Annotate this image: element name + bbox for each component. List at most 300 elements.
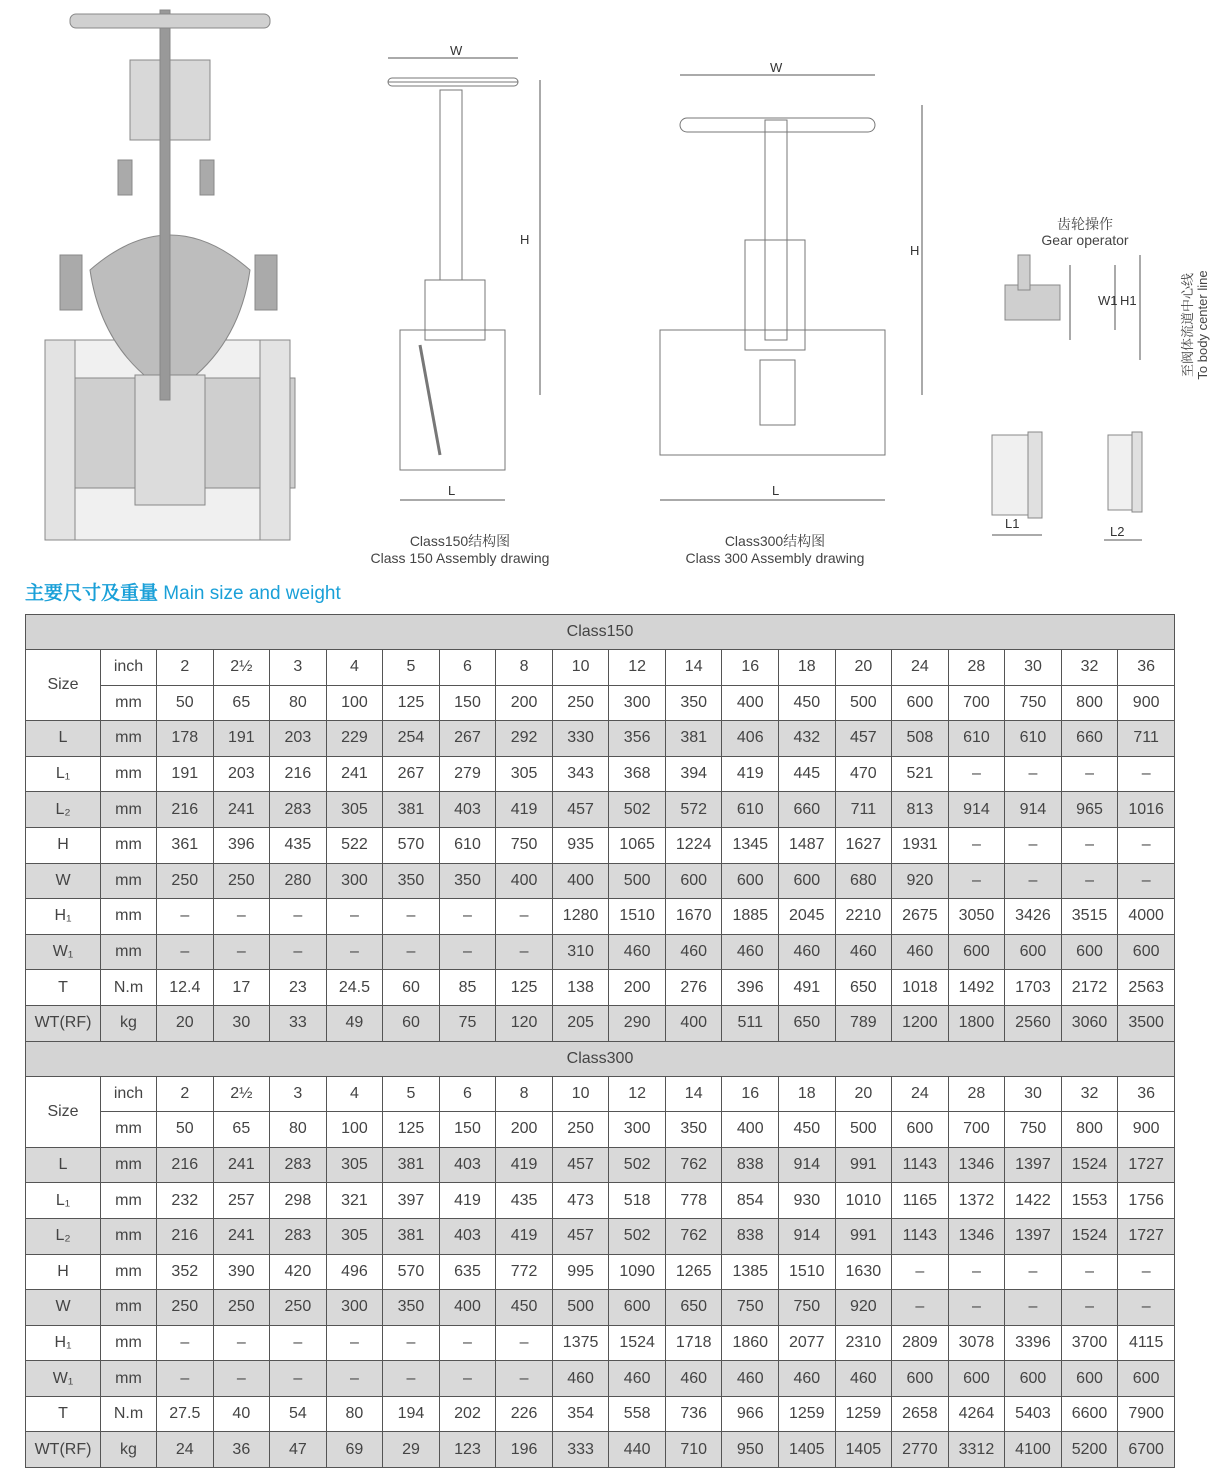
table-cell: 400 bbox=[552, 863, 609, 899]
table-cell: 750 bbox=[779, 1290, 836, 1326]
table-cell: 396 bbox=[213, 827, 270, 863]
table-cell: 123 bbox=[439, 1432, 496, 1468]
table-cell: – bbox=[1061, 863, 1118, 899]
table-cell: 711 bbox=[1118, 721, 1175, 757]
table-cell: 403 bbox=[439, 1218, 496, 1254]
table-row bbox=[26, 899, 1175, 935]
table-cell: 333 bbox=[552, 1432, 609, 1468]
table-cell: 368 bbox=[609, 756, 666, 792]
table-cell: 3 bbox=[270, 650, 327, 686]
unit-cell: kg bbox=[101, 1432, 157, 1468]
table-cell: – bbox=[948, 1290, 1005, 1326]
table-cell: 3 bbox=[270, 1076, 327, 1112]
table-cell: 800 bbox=[1061, 685, 1118, 721]
table-cell: 150 bbox=[439, 685, 496, 721]
table-cell: 700 bbox=[948, 685, 1005, 721]
table-cell: 650 bbox=[665, 1290, 722, 1326]
table-cell: 226 bbox=[496, 1396, 553, 1432]
table-cell: 432 bbox=[779, 721, 836, 757]
dim-label-l2: L2 bbox=[1110, 524, 1125, 539]
table-cell: 283 bbox=[270, 1218, 327, 1254]
table-cell: 1224 bbox=[665, 827, 722, 863]
cutaway-valve-drawing bbox=[45, 10, 295, 540]
table-cell: 125 bbox=[383, 685, 440, 721]
table-cell: 1487 bbox=[779, 827, 836, 863]
table-cell: 460 bbox=[665, 1361, 722, 1397]
row-label: L₂ bbox=[26, 1218, 101, 1254]
table-cell: – bbox=[326, 1361, 383, 1397]
table-cell: 2045 bbox=[779, 899, 836, 935]
table-cell: 241 bbox=[213, 1147, 270, 1183]
table-cell: 10 bbox=[552, 650, 609, 686]
table-cell: 5200 bbox=[1061, 1432, 1118, 1468]
table-cell: 500 bbox=[835, 1112, 892, 1148]
table-cell: 450 bbox=[779, 1112, 836, 1148]
table-cell: 900 bbox=[1118, 1112, 1175, 1148]
table-cell: 460 bbox=[892, 934, 949, 970]
table-cell: 1016 bbox=[1118, 792, 1175, 828]
table-cell: 2 bbox=[157, 650, 214, 686]
table-cell: 202 bbox=[439, 1396, 496, 1432]
class300-caption-cn: Class300结构图 bbox=[724, 533, 826, 549]
table-cell: 100 bbox=[326, 685, 383, 721]
table-cell: 419 bbox=[722, 756, 779, 792]
table-cell: 3060 bbox=[1061, 1005, 1118, 1041]
class150-drawing bbox=[388, 58, 540, 500]
table-row bbox=[26, 1290, 1175, 1326]
unit-cell: mm bbox=[101, 1147, 157, 1183]
unit-cell: mm bbox=[101, 1361, 157, 1397]
table-cell: 440 bbox=[609, 1432, 666, 1468]
table-cell: 150 bbox=[439, 1112, 496, 1148]
table-row bbox=[26, 1396, 1175, 1432]
table-row bbox=[26, 1183, 1175, 1219]
table-cell: 1010 bbox=[835, 1183, 892, 1219]
table-cell: 1553 bbox=[1061, 1183, 1118, 1219]
table-cell: 558 bbox=[609, 1396, 666, 1432]
table-cell: 600 bbox=[609, 1290, 666, 1326]
table-cell: – bbox=[1005, 827, 1062, 863]
unit-cell: mm bbox=[101, 827, 157, 863]
table-cell: 750 bbox=[1005, 685, 1062, 721]
table-cell: – bbox=[1118, 1290, 1175, 1326]
table-cell: 460 bbox=[779, 1361, 836, 1397]
table-cell: 85 bbox=[439, 970, 496, 1006]
class150-caption bbox=[340, 533, 580, 567]
table-cell: 1385 bbox=[722, 1254, 779, 1290]
table-cell: 1372 bbox=[948, 1183, 1005, 1219]
table-cell: 250 bbox=[213, 1290, 270, 1326]
table-cell: 800 bbox=[1061, 1112, 1118, 1148]
table-cell: 1405 bbox=[779, 1432, 836, 1468]
table-cell: 600 bbox=[1118, 934, 1175, 970]
table-cell: 36 bbox=[1118, 1076, 1175, 1112]
table-row bbox=[26, 756, 1175, 792]
unit-cell: mm bbox=[101, 1112, 157, 1148]
table-cell: 1143 bbox=[892, 1218, 949, 1254]
unit-cell: mm bbox=[101, 1183, 157, 1219]
table-cell: 521 bbox=[892, 756, 949, 792]
table-cell: 813 bbox=[892, 792, 949, 828]
table-row bbox=[26, 1218, 1175, 1254]
table-cell: 80 bbox=[326, 1396, 383, 1432]
table-cell: – bbox=[157, 1361, 214, 1397]
table-cell: 450 bbox=[779, 685, 836, 721]
row-label: WT(RF) bbox=[26, 1432, 101, 1468]
unit-cell: mm bbox=[101, 685, 157, 721]
table-cell: 914 bbox=[1005, 792, 1062, 828]
table-cell: – bbox=[383, 899, 440, 935]
table-cell: 216 bbox=[157, 792, 214, 828]
table-cell: 914 bbox=[779, 1147, 836, 1183]
table-cell: 1510 bbox=[779, 1254, 836, 1290]
table-cell: 511 bbox=[722, 1005, 779, 1041]
unit-cell: mm bbox=[101, 1290, 157, 1326]
table-cell: – bbox=[326, 934, 383, 970]
table-cell: 267 bbox=[383, 756, 440, 792]
table-cell: 33 bbox=[270, 1005, 327, 1041]
table-cell: 5403 bbox=[1005, 1396, 1062, 1432]
table-cell: 23 bbox=[270, 970, 327, 1006]
table-cell: 196 bbox=[496, 1432, 553, 1468]
dim-label-l-300: L bbox=[772, 483, 780, 498]
table-cell: 2809 bbox=[892, 1325, 949, 1361]
table-cell: 300 bbox=[326, 1290, 383, 1326]
table-cell: 403 bbox=[439, 792, 496, 828]
table-cell: 80 bbox=[270, 685, 327, 721]
table-cell: 20 bbox=[835, 1076, 892, 1112]
table-cell: 3078 bbox=[948, 1325, 1005, 1361]
table-cell: – bbox=[270, 1361, 327, 1397]
table-cell: – bbox=[1118, 1254, 1175, 1290]
table-cell: 32 bbox=[1061, 1076, 1118, 1112]
table-cell: 350 bbox=[665, 1112, 722, 1148]
table-cell: 419 bbox=[496, 1218, 553, 1254]
table-cell: 138 bbox=[552, 970, 609, 1006]
class150-inch-row bbox=[26, 650, 1175, 686]
table-cell: – bbox=[496, 1325, 553, 1361]
table-cell: 445 bbox=[779, 756, 836, 792]
table-cell: 267 bbox=[439, 721, 496, 757]
table-cell: 1397 bbox=[1005, 1147, 1062, 1183]
row-label: L₁ bbox=[26, 1183, 101, 1219]
row-label: WT(RF) bbox=[26, 1005, 101, 1041]
table-cell: 660 bbox=[779, 792, 836, 828]
table-cell: 778 bbox=[665, 1183, 722, 1219]
table-cell: 491 bbox=[779, 970, 836, 1006]
row-label: T bbox=[26, 970, 101, 1006]
table-cell: – bbox=[892, 1254, 949, 1290]
table-cell: 966 bbox=[722, 1396, 779, 1432]
table-cell: 900 bbox=[1118, 685, 1175, 721]
heading-en: Main size and weight bbox=[163, 583, 341, 604]
table-row bbox=[26, 1325, 1175, 1361]
table-cell: 920 bbox=[892, 863, 949, 899]
table-cell: 991 bbox=[835, 1218, 892, 1254]
unit-cell: mm bbox=[101, 756, 157, 792]
table-row bbox=[26, 1361, 1175, 1397]
table-cell: 394 bbox=[665, 756, 722, 792]
table-cell: 400 bbox=[496, 863, 553, 899]
table-cell: 125 bbox=[496, 970, 553, 1006]
table-cell: 24 bbox=[892, 650, 949, 686]
table-cell: 17 bbox=[213, 970, 270, 1006]
table-cell: 1931 bbox=[892, 827, 949, 863]
table-cell: 257 bbox=[213, 1183, 270, 1219]
unit-cell: mm bbox=[101, 1218, 157, 1254]
table-cell: 191 bbox=[157, 756, 214, 792]
table-cell: 381 bbox=[665, 721, 722, 757]
unit-cell: mm bbox=[101, 792, 157, 828]
valve-drawings-svg bbox=[0, 0, 1200, 575]
table-cell: 36 bbox=[1118, 650, 1175, 686]
table-cell: 570 bbox=[383, 827, 440, 863]
table-cell: 935 bbox=[552, 827, 609, 863]
table-cell: 305 bbox=[326, 1218, 383, 1254]
gear-operator-caption bbox=[1010, 216, 1160, 248]
table-cell: 838 bbox=[722, 1218, 779, 1254]
table-cell: 1524 bbox=[1061, 1218, 1118, 1254]
table-cell: – bbox=[1061, 1254, 1118, 1290]
table-cell: 120 bbox=[496, 1005, 553, 1041]
table-cell: 3050 bbox=[948, 899, 1005, 935]
table-cell: 570 bbox=[383, 1254, 440, 1290]
table-cell: 457 bbox=[552, 792, 609, 828]
table-cell: 2770 bbox=[892, 1432, 949, 1468]
table-cell: 30 bbox=[1005, 650, 1062, 686]
dim-label-l1: L1 bbox=[1005, 516, 1020, 531]
table-cell: 80 bbox=[270, 1112, 327, 1148]
table-cell: 995 bbox=[552, 1254, 609, 1290]
table-row bbox=[26, 827, 1175, 863]
class300-caption bbox=[655, 533, 895, 567]
table-cell: 200 bbox=[496, 685, 553, 721]
table-cell: 610 bbox=[948, 721, 1005, 757]
row-label: W bbox=[26, 863, 101, 899]
table-cell: 406 bbox=[722, 721, 779, 757]
table-cell: 300 bbox=[326, 863, 383, 899]
table-cell: – bbox=[270, 934, 327, 970]
table-cell: – bbox=[948, 827, 1005, 863]
table-cell: 600 bbox=[1005, 1361, 1062, 1397]
table-cell: – bbox=[439, 899, 496, 935]
table-cell: – bbox=[383, 934, 440, 970]
table-cell: 69 bbox=[326, 1432, 383, 1468]
table-cell: 600 bbox=[1118, 1361, 1175, 1397]
table-row bbox=[26, 1005, 1175, 1041]
table-cell: 229 bbox=[326, 721, 383, 757]
table-cell: 29 bbox=[383, 1432, 440, 1468]
class300-header-row bbox=[26, 1041, 1175, 1076]
table-cell: – bbox=[157, 1325, 214, 1361]
table-cell: 600 bbox=[892, 685, 949, 721]
row-label: H₁ bbox=[26, 899, 101, 935]
table-cell: 65 bbox=[213, 1112, 270, 1148]
table-row bbox=[26, 1432, 1175, 1468]
table-cell: 3396 bbox=[1005, 1325, 1062, 1361]
table-cell: 1265 bbox=[665, 1254, 722, 1290]
table-cell: 12 bbox=[609, 650, 666, 686]
table-cell: 40 bbox=[213, 1396, 270, 1432]
table-cell: 356 bbox=[609, 721, 666, 757]
table-cell: 1492 bbox=[948, 970, 1005, 1006]
table-cell: 381 bbox=[383, 1147, 440, 1183]
size-label: Size bbox=[26, 1076, 101, 1147]
table-cell: 1018 bbox=[892, 970, 949, 1006]
table-cell: 460 bbox=[722, 1361, 779, 1397]
dim-label-l-150: L bbox=[448, 483, 456, 498]
table-cell: 305 bbox=[496, 756, 553, 792]
table-cell: 305 bbox=[326, 792, 383, 828]
table-cell: 178 bbox=[157, 721, 214, 757]
table-cell: 457 bbox=[552, 1147, 609, 1183]
body-center-caption bbox=[1180, 245, 1210, 405]
table-cell: 522 bbox=[326, 827, 383, 863]
table-cell: 298 bbox=[270, 1183, 327, 1219]
table-cell: 400 bbox=[439, 1290, 496, 1326]
body-center-en: To body center line bbox=[1195, 270, 1210, 380]
table-cell: 381 bbox=[383, 1218, 440, 1254]
class150-caption-cn: Class150结构图 bbox=[409, 533, 511, 549]
table-cell: 500 bbox=[552, 1290, 609, 1326]
table-cell: 1165 bbox=[892, 1183, 949, 1219]
table-cell: 50 bbox=[157, 1112, 214, 1148]
unit-cell: kg bbox=[101, 1005, 157, 1041]
table-cell: 20 bbox=[157, 1005, 214, 1041]
table-cell: 350 bbox=[665, 685, 722, 721]
row-label: L bbox=[26, 721, 101, 757]
table-cell: 300 bbox=[609, 685, 666, 721]
class150-mm-row bbox=[26, 685, 1175, 721]
body-center-cn: 至阀体流道中心线 bbox=[1180, 273, 1195, 378]
table-cell: 14 bbox=[665, 1076, 722, 1112]
table-cell: 600 bbox=[722, 863, 779, 899]
table-cell: 6600 bbox=[1061, 1396, 1118, 1432]
table-cell: 4000 bbox=[1118, 899, 1175, 935]
table-cell: 473 bbox=[552, 1183, 609, 1219]
table-cell: 30 bbox=[213, 1005, 270, 1041]
table-row bbox=[26, 863, 1175, 899]
table-cell: 6 bbox=[439, 650, 496, 686]
table-cell: 1727 bbox=[1118, 1147, 1175, 1183]
table-cell: – bbox=[1118, 756, 1175, 792]
table-cell: 930 bbox=[779, 1183, 836, 1219]
table-cell: – bbox=[439, 934, 496, 970]
table-cell: 457 bbox=[835, 721, 892, 757]
table-cell: 1885 bbox=[722, 899, 779, 935]
table-cell: 321 bbox=[326, 1183, 383, 1219]
table-cell: 420 bbox=[270, 1254, 327, 1290]
size-weight-table bbox=[25, 614, 1175, 1468]
table-cell: 250 bbox=[552, 685, 609, 721]
dim-label-h-300: H bbox=[910, 243, 920, 258]
table-cell: 2675 bbox=[892, 899, 949, 935]
table-cell: 750 bbox=[496, 827, 553, 863]
table-cell: 75 bbox=[439, 1005, 496, 1041]
table-cell: 700 bbox=[948, 1112, 1005, 1148]
table-cell: 838 bbox=[722, 1147, 779, 1183]
table-cell: 460 bbox=[552, 1361, 609, 1397]
table-cell: – bbox=[213, 934, 270, 970]
table-cell: 279 bbox=[439, 756, 496, 792]
table-cell: 419 bbox=[496, 792, 553, 828]
table-cell: 254 bbox=[383, 721, 440, 757]
table-cell: 854 bbox=[722, 1183, 779, 1219]
class150-title: Class150 bbox=[26, 615, 1175, 650]
table-cell: 232 bbox=[157, 1183, 214, 1219]
table-cell: 914 bbox=[948, 792, 1005, 828]
table-cell: 27.5 bbox=[157, 1396, 214, 1432]
table-cell: – bbox=[213, 1325, 270, 1361]
table-cell: 1510 bbox=[609, 899, 666, 935]
table-cell: – bbox=[496, 934, 553, 970]
table-cell: 435 bbox=[270, 827, 327, 863]
table-row bbox=[26, 721, 1175, 757]
table-cell: 12 bbox=[609, 1076, 666, 1112]
unit-cell: mm bbox=[101, 863, 157, 899]
table-cell: 381 bbox=[383, 792, 440, 828]
table-cell: – bbox=[1118, 863, 1175, 899]
table-cell: 502 bbox=[609, 1218, 666, 1254]
table-cell: 14 bbox=[665, 650, 722, 686]
table-cell: 460 bbox=[609, 1361, 666, 1397]
table-cell: 16 bbox=[722, 650, 779, 686]
table-cell: 450 bbox=[496, 1290, 553, 1326]
table-cell: 361 bbox=[157, 827, 214, 863]
table-row bbox=[26, 1147, 1175, 1183]
table-cell: 12.4 bbox=[157, 970, 214, 1006]
table-cell: 2658 bbox=[892, 1396, 949, 1432]
table-cell: 502 bbox=[609, 792, 666, 828]
table-cell: – bbox=[270, 899, 327, 935]
table-cell: – bbox=[948, 756, 1005, 792]
table-cell: – bbox=[1061, 756, 1118, 792]
table-cell: 4264 bbox=[948, 1396, 1005, 1432]
table-cell: 350 bbox=[383, 1290, 440, 1326]
row-label: L₁ bbox=[26, 756, 101, 792]
table-cell: 60 bbox=[383, 970, 440, 1006]
table-cell: 600 bbox=[892, 1112, 949, 1148]
table-cell: 1397 bbox=[1005, 1218, 1062, 1254]
table-cell: 5 bbox=[383, 1076, 440, 1112]
table-cell: – bbox=[383, 1361, 440, 1397]
table-cell: 18 bbox=[779, 1076, 836, 1112]
table-cell: 3515 bbox=[1061, 899, 1118, 935]
table-cell: – bbox=[383, 1325, 440, 1361]
table-cell: 390 bbox=[213, 1254, 270, 1290]
table-cell: 280 bbox=[270, 863, 327, 899]
table-cell: 419 bbox=[496, 1147, 553, 1183]
class150-caption-en: Class 150 Assembly drawing bbox=[370, 550, 550, 566]
table-cell: – bbox=[326, 1325, 383, 1361]
table-cell: – bbox=[1005, 756, 1062, 792]
table-cell: 435 bbox=[496, 1183, 553, 1219]
table-cell: 914 bbox=[779, 1218, 836, 1254]
table-cell: 508 bbox=[892, 721, 949, 757]
table-cell: 3426 bbox=[1005, 899, 1062, 935]
row-label: W₁ bbox=[26, 1361, 101, 1397]
table-cell: 600 bbox=[1005, 934, 1062, 970]
table-cell: 24 bbox=[892, 1076, 949, 1112]
unit-cell: inch bbox=[101, 1076, 157, 1112]
table-cell: 203 bbox=[270, 721, 327, 757]
table-cell: 920 bbox=[835, 1290, 892, 1326]
table-cell: – bbox=[1005, 863, 1062, 899]
table-cell: 32 bbox=[1061, 650, 1118, 686]
table-cell: 8 bbox=[496, 1076, 553, 1112]
table-cell: 660 bbox=[1061, 721, 1118, 757]
table-cell: 1280 bbox=[552, 899, 609, 935]
